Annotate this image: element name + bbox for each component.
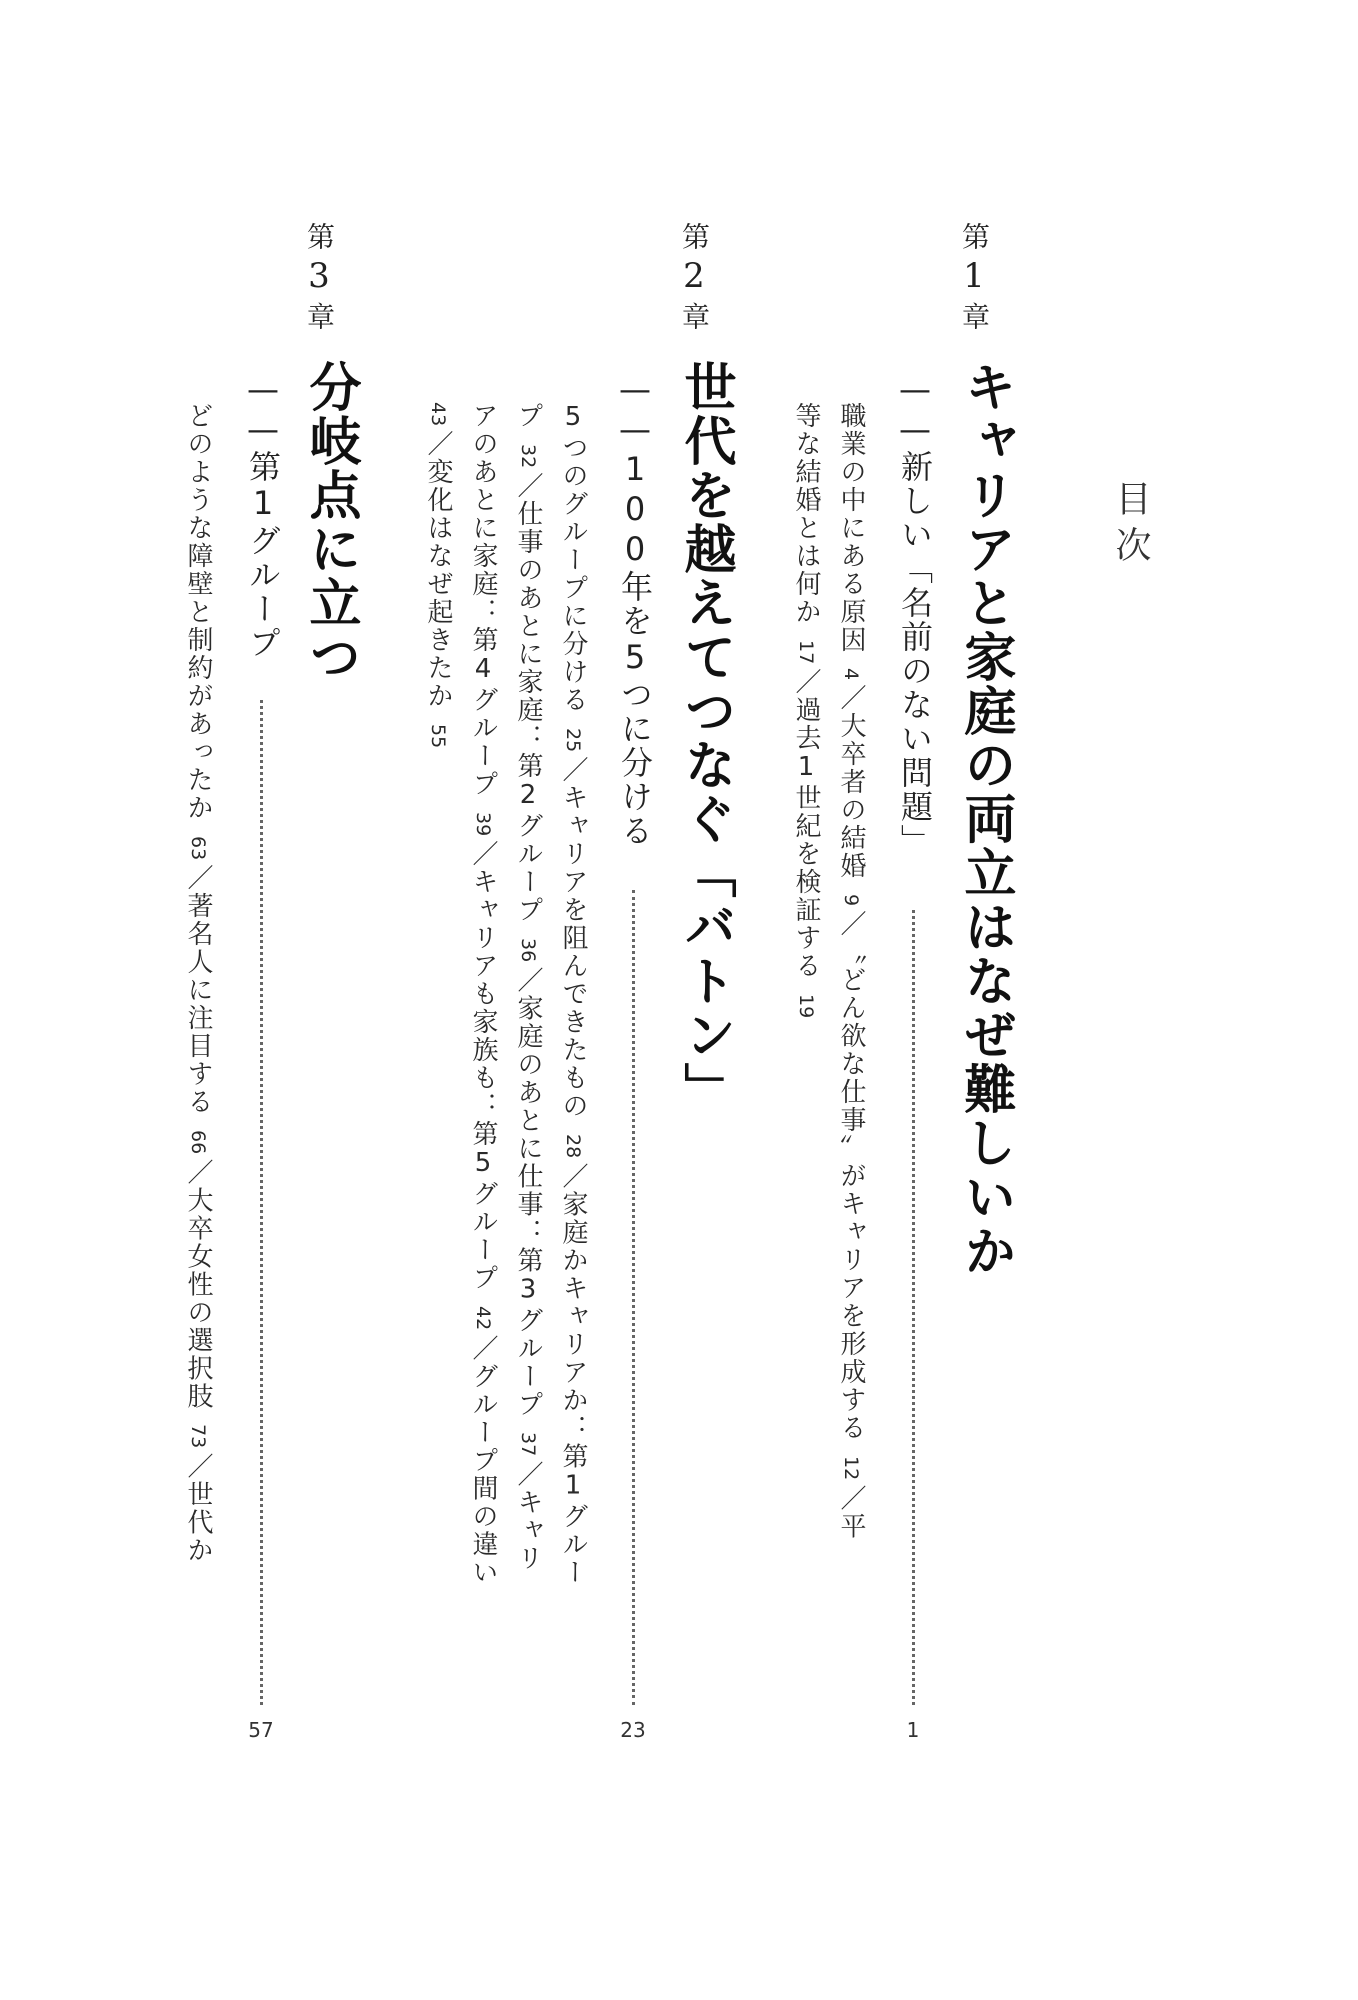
chapter-1-label-num: 1 — [954, 256, 994, 296]
chapter-3-label — [299, 222, 339, 330]
chapter-2-label-post: 章 — [678, 302, 711, 330]
section-entry[interactable]: ／仕事のあとに家庭：第2グループ — [513, 472, 543, 925]
section-entry[interactable]: ／大卒女性の選択肢 — [183, 1158, 213, 1411]
chapter-1-subtitle: ——新しい「名前のない問題」 — [896, 370, 934, 858]
section-page: 25 — [562, 728, 584, 753]
section-page: 12 — [840, 1456, 862, 1481]
section-entry[interactable]: ／キャリアを阻んできたもの — [558, 756, 588, 1121]
chapter-2-page: 23 — [620, 1718, 646, 1742]
section-entry[interactable]: ／〝どん欲な仕事〟がキャリアを形成する — [836, 910, 866, 1443]
section-page: 9 — [840, 894, 862, 907]
chapter-2-subtitle: ——100年を5つに分ける — [616, 370, 654, 848]
section-entry[interactable]: ／世代か — [183, 1452, 213, 1565]
section-page: 19 — [795, 994, 817, 1019]
section-page: 39 — [472, 812, 494, 837]
section-page: 28 — [562, 1134, 584, 1159]
section-entry[interactable]: ／家庭のあとに仕事：第3グループ — [513, 966, 543, 1419]
chapter-2-sections-line-4 — [420, 402, 457, 752]
section-page: 36 — [517, 938, 539, 963]
section-entry[interactable]: ／家庭かキャリアか：第1グルー — [558, 1162, 588, 1587]
section-entry[interactable]: ／キャリアも家族も：第5グループ — [468, 840, 498, 1293]
section-entry[interactable]: どのような障壁と制約があったか — [183, 402, 213, 822]
chapter-3-label-post: 章 — [303, 302, 336, 330]
chapter-2-label-num: 2 — [674, 256, 714, 296]
section-entry[interactable]: アのあとに家庭：第4グループ — [468, 402, 498, 798]
chapter-3-sections-line-1 — [180, 402, 217, 1565]
chapter-1-leader — [912, 910, 915, 1705]
chapter-1-title[interactable]: キャリアと家庭の両立はなぜ難しいか — [955, 360, 1016, 1278]
section-page: 17 — [795, 640, 817, 665]
section-entry[interactable]: ／平 — [836, 1484, 866, 1541]
chapter-3-label-num: 3 — [299, 256, 339, 296]
section-entry[interactable]: ／グループ間の違い — [468, 1334, 498, 1587]
chapter-1-label-pre: 第 — [958, 222, 991, 250]
chapter-2-label — [674, 222, 714, 330]
chapter-2-leader — [632, 890, 635, 1705]
chapter-1-sections-line-2 — [788, 402, 825, 1022]
chapter-1-label-post: 章 — [958, 302, 991, 330]
section-page: 4 — [840, 668, 862, 681]
section-entry[interactable]: ／大卒者の結婚 — [836, 684, 866, 881]
chapter-1-page: 1 — [906, 1718, 920, 1742]
section-entry[interactable]: ／変化はなぜ起きたか — [423, 430, 453, 711]
section-entry[interactable]: ／キャリ — [513, 1460, 543, 1573]
section-entry[interactable]: 等な結婚とは何か — [791, 402, 821, 626]
section-page: 43 — [427, 402, 449, 427]
section-page: 42 — [472, 1306, 494, 1331]
toc-title: 目次 — [1110, 480, 1151, 572]
chapter-1-sections-line-1 — [833, 402, 870, 1540]
section-entry[interactable]: ／過去1世紀を検証する — [791, 668, 821, 981]
section-page: 32 — [517, 444, 539, 469]
chapter-2-title[interactable]: 世代を越えてつなぐ「バトン」 — [675, 360, 736, 1116]
chapter-3-page: 57 — [248, 1718, 274, 1742]
chapter-2-label-pre: 第 — [678, 222, 711, 250]
section-page: 55 — [427, 724, 449, 749]
section-entry[interactable]: 5つのグループに分ける — [558, 402, 588, 714]
chapter-3-subtitle: ——第1グループ — [244, 370, 282, 660]
chapter-1-label — [954, 222, 994, 330]
chapter-3-title[interactable]: 分岐点に立つ — [300, 360, 361, 684]
chapter-3-label-pre: 第 — [303, 222, 336, 250]
section-page: 73 — [187, 1424, 209, 1449]
section-entry[interactable]: 職業の中にある原因 — [836, 402, 866, 654]
section-entry[interactable]: プ — [513, 402, 543, 430]
chapter-2-sections-line-1 — [555, 402, 592, 1586]
section-page: 37 — [517, 1432, 539, 1457]
section-page: 66 — [187, 1130, 209, 1155]
section-page: 63 — [187, 836, 209, 861]
chapter-2-sections-line-2 — [510, 402, 547, 1573]
chapter-2-sections-line-3 — [465, 402, 502, 1586]
section-entry[interactable]: ／著名人に注目する — [183, 864, 213, 1117]
chapter-3-leader — [260, 700, 263, 1705]
